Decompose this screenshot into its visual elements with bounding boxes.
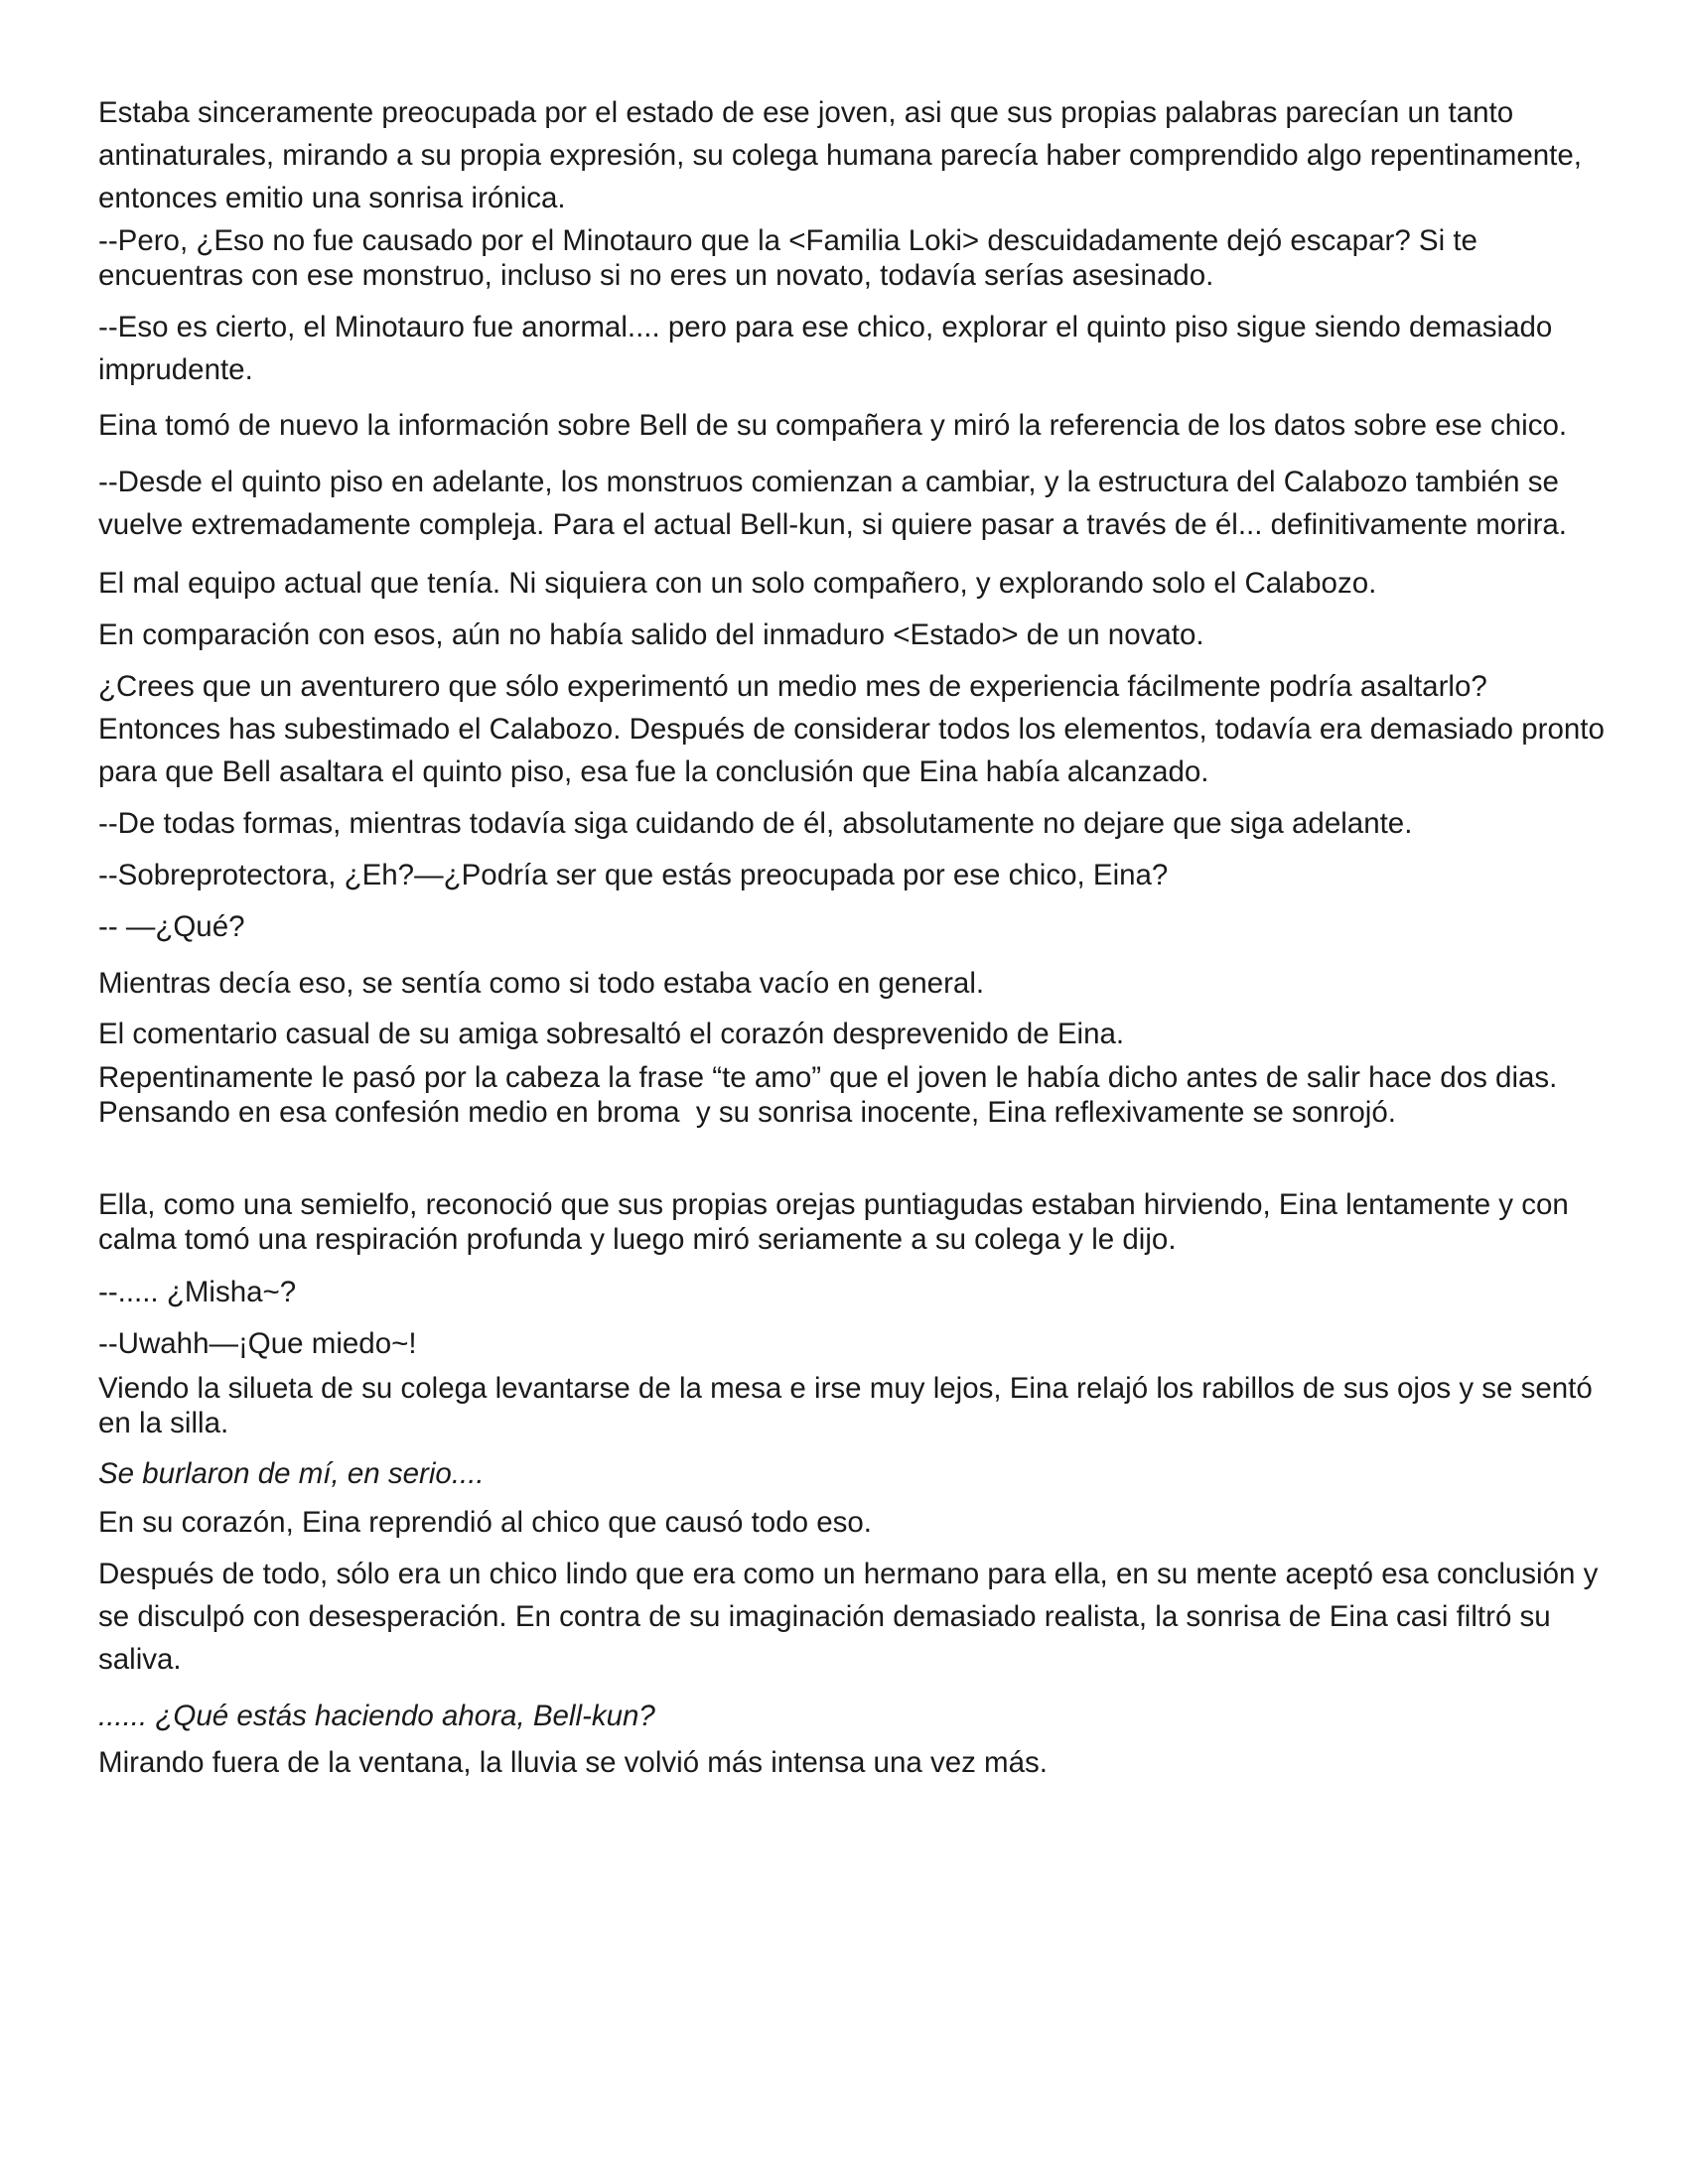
- paragraph: --Uwahh—¡Que miedo~!: [98, 1327, 417, 1360]
- paragraph: En su corazón, Eina reprendió al chico que causó todo eso.: [98, 1506, 872, 1539]
- paragraph: --De todas formas, mientras todavía siga cuidando de él, absolutamente no dejare que siga adelante.: [98, 807, 1413, 840]
- document-page: [98, 91, 1614, 1784]
- paragraph: En comparación con esos, aún no había salido del inmaduro <Estado> de un novato.: [98, 618, 1204, 651]
- paragraph: -- —¿Qué?: [98, 910, 245, 943]
- paragraph: El mal equipo actual que tenía. Ni siquiera con un solo compañero, y explorando solo el Calabozo.: [98, 567, 1377, 600]
- paragraph: El comentario casual de su amiga sobresaltó el corazón desprevenido de Eina.: [98, 1018, 1125, 1050]
- paragraph: --..... ¿Misha~?: [98, 1276, 297, 1308]
- paragraph: --Eso es cierto, el Minotauro fue anormal.... pero para ese chico, explorar el quinto piso sigue siendo demasiado imprudente.: [98, 311, 1561, 386]
- paragraph: Después de todo, sólo era un chico lindo que era como un hermano para ella, en su mente aceptó esa conclusión y se disculpó con desesperación. En contra de su imaginación demasiado realista, la sonrisa de Eina casi filtró su saliva.: [98, 1558, 1607, 1676]
- paragraph: Mientras decía eso, se sentía como si todo estaba vacío en general.: [98, 967, 985, 1000]
- paragraph: Estaba sinceramente preocupada por el estado de ese joven, asi que sus propias palabras parecían un tanto antinaturales, mirando a su propia expresión, su colega humana parecía haber comprendido algo repentinamente, entonces emitio una sonrisa irónica.: [98, 96, 1591, 214]
- paragraph: --Sobreprotectora, ¿Eh?—¿Podría ser que estás preocupada por ese chico, Eina?: [98, 859, 1169, 891]
- paragraph: Mirando fuera de la ventana, la lluvia se volvió más intensa una vez más.: [98, 1746, 1048, 1779]
- paragraph: Viendo la silueta de su colega levantarse de la mesa e irse muy lejos, Eina relajó los rabillos de sus ojos y se sentó en la silla.: [98, 1372, 1601, 1439]
- italic-thought: Se burlaron de mí, en serio....: [98, 1457, 485, 1490]
- italic-thought: ...... ¿Qué estás haciendo ahora, Bell-kun?: [98, 1700, 655, 1732]
- paragraph: --Desde el quinto piso en adelante, los monstruos comienzan a cambiar, y la estructura del Calabozo también se vuelve extremadamente compleja. Para el actual Bell-kun, si quiere pasar a través de él... definitivamente morira.: [98, 466, 1568, 541]
- paragraph: --Pero, ¿Eso no fue causado por el Minotauro que la <Familia Loki> descuidadamente dejó escapar? Si te encuentras con ese monstruo, incluso si no eres un novato, todavía serías asesinado.: [98, 224, 1486, 292]
- paragraph: Ella, como una semielfo, reconoció que sus propias orejas puntiagudas estaban hirviendo, Eina lentamente y con calma tomó una respiración profunda y luego miró seriamente a su colega y le dijo.: [98, 1188, 1578, 1256]
- paragraph: Repentinamente le pasó por la cabeza la frase “te amo” que el joven le había dicho antes de salir hace dos dias. Pensando en esa confesión medio en broma y su sonrisa inocente, Eina reflexivamente se sonrojó.: [98, 1061, 1566, 1129]
- paragraph: ¿Crees que un aventurero que sólo experimentó un medio mes de experiencia fácilmente podría asaltarlo? Entonces has subestimado el Calabozo. Después de considerar todos los elementos, todavía era demasiado pronto para que Bell asaltara el quinto piso, esa fue la conclusión que Eina había alcanzado.: [98, 670, 1614, 788]
- paragraph: Eina tomó de nuevo la información sobre Bell de su compañera y miró la referencia de los datos sobre ese chico.: [98, 409, 1568, 442]
